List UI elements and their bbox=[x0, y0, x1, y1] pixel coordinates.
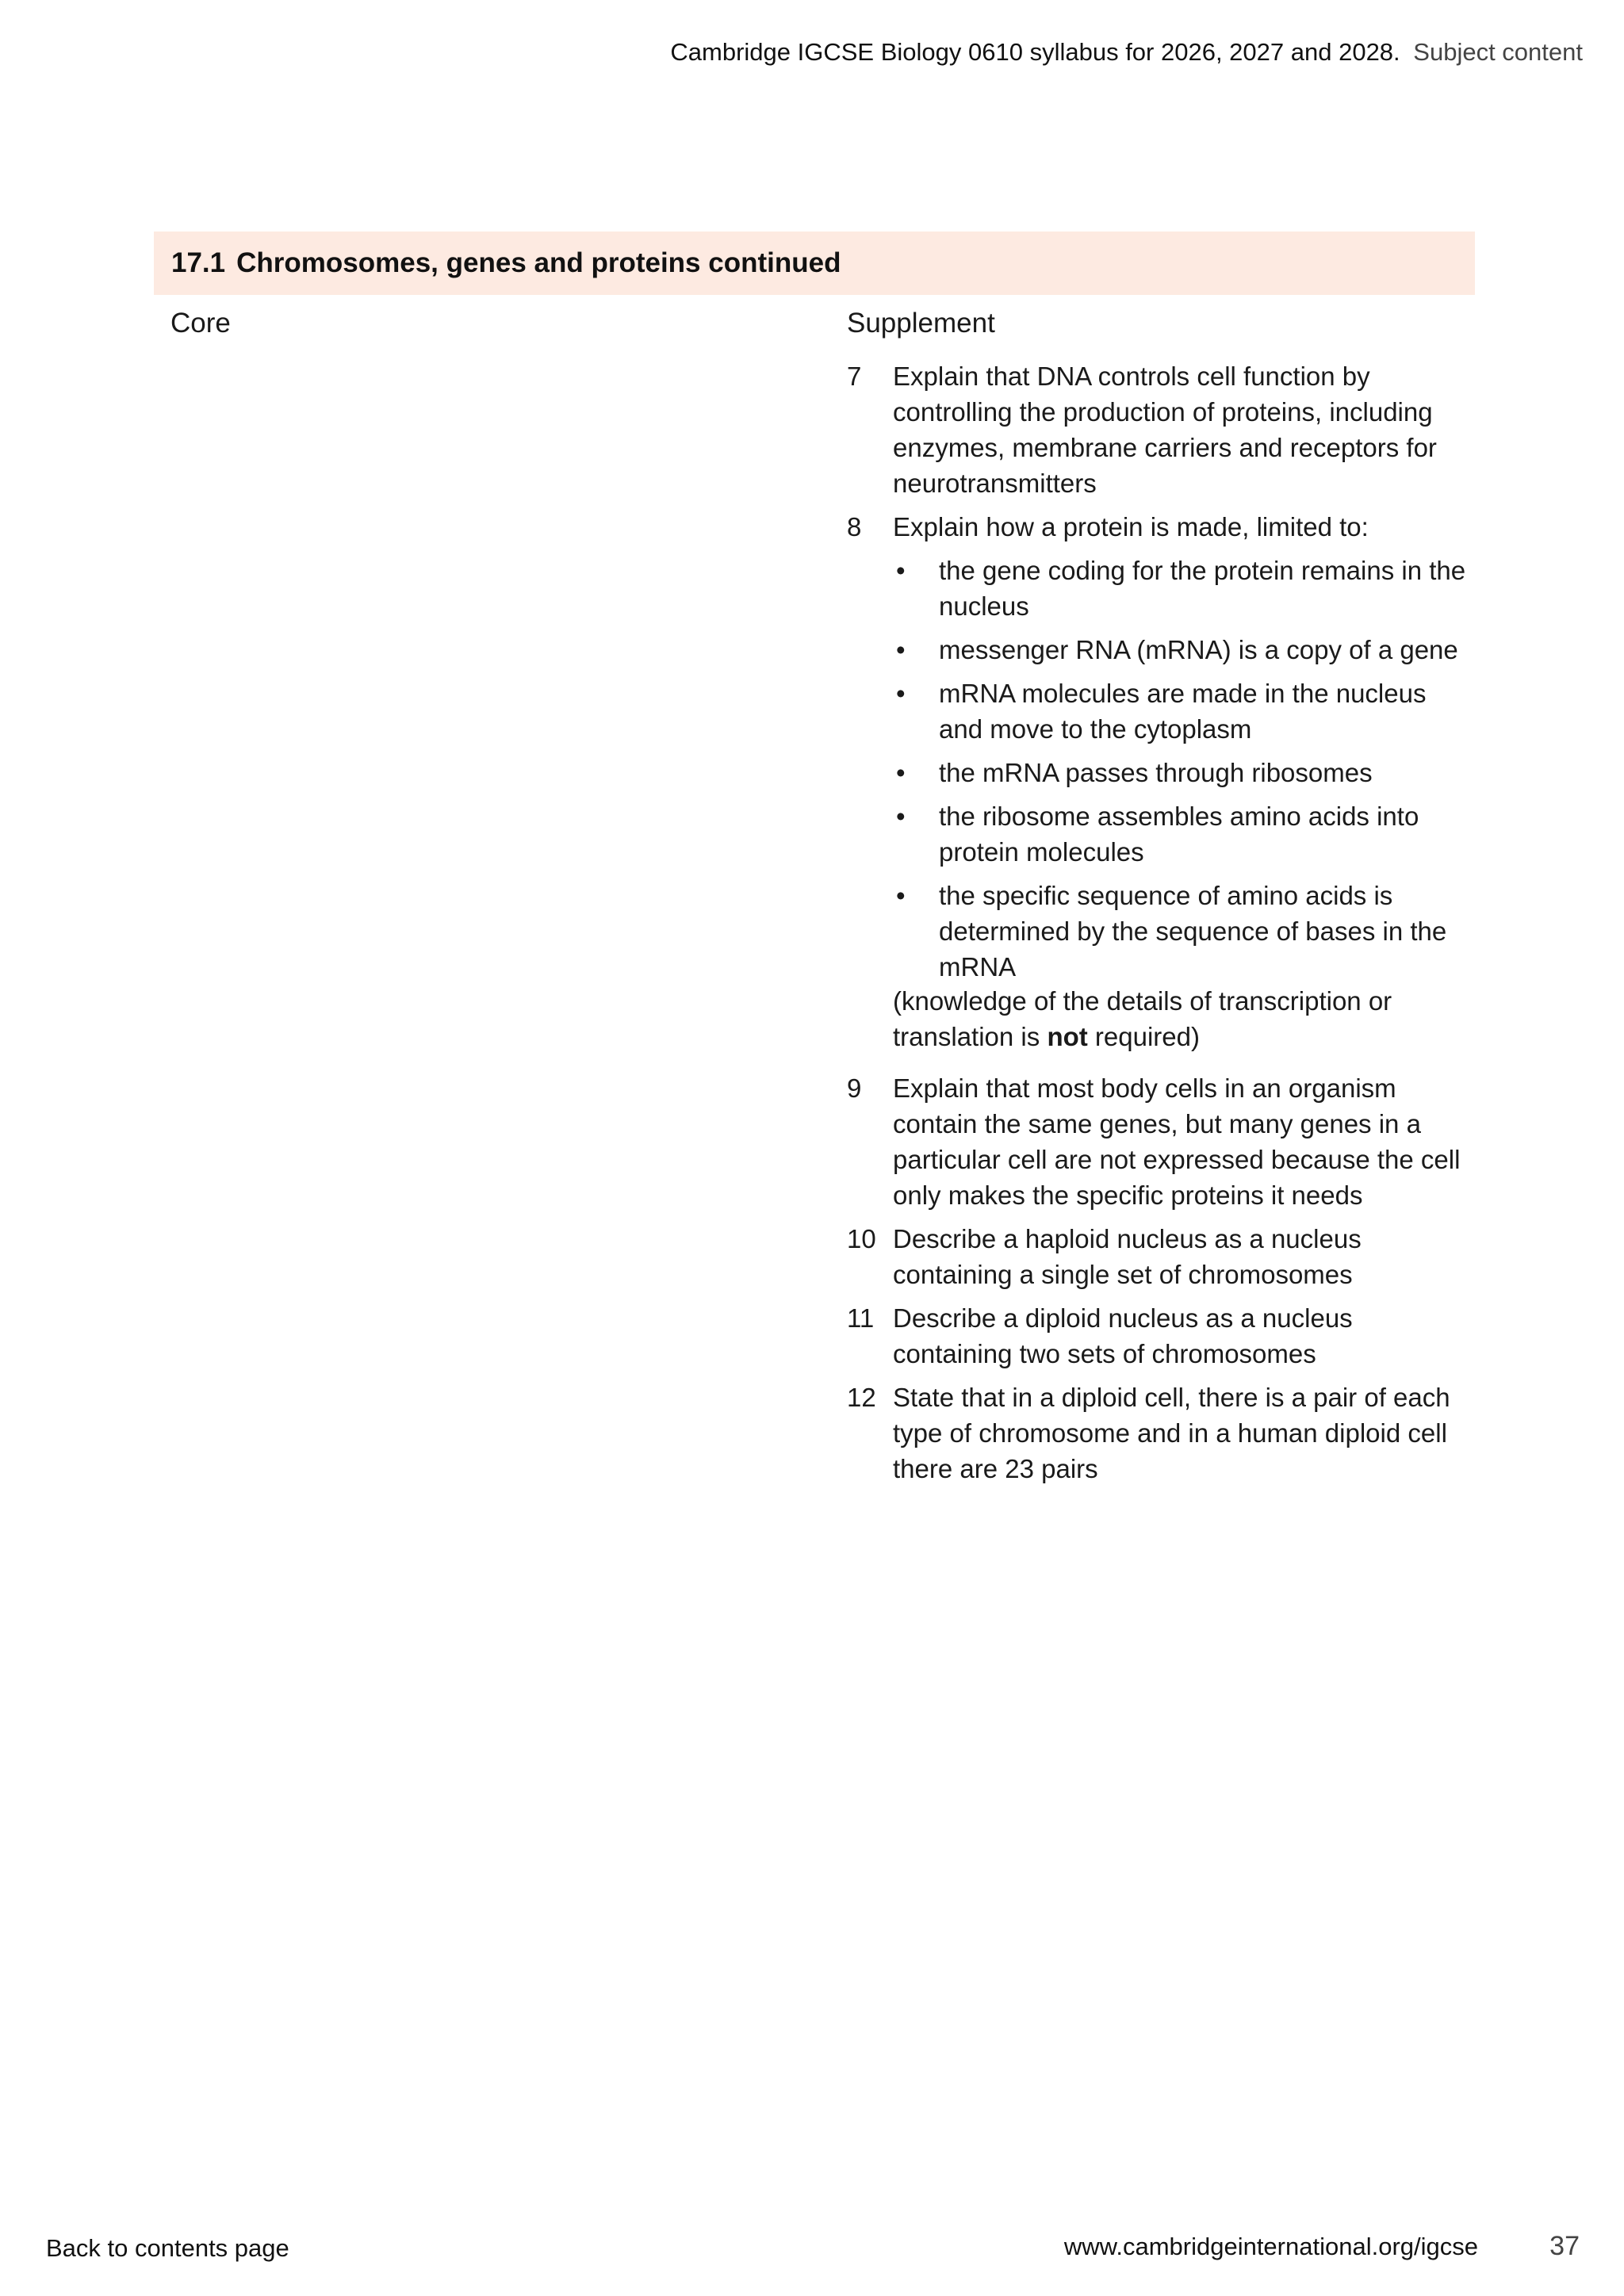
objective-item-8 bbox=[847, 509, 1473, 1054]
section-name: Subject content bbox=[1413, 38, 1583, 66]
bullet-icon: • bbox=[896, 802, 906, 831]
objective-number: 12 bbox=[847, 1383, 876, 1412]
bullet-item: • the ribosome assembles amino acids into protein molecules bbox=[893, 798, 1473, 870]
objective-number: 9 bbox=[847, 1073, 862, 1103]
protein-synthesis-bullet-list bbox=[893, 553, 1473, 985]
objective-item-12 bbox=[847, 1380, 1473, 1487]
bullet-item: • mRNA molecules are made in the nucleus and move to the cytoplasm bbox=[893, 675, 1473, 747]
objective-text: Explain how a protein is made, limited to: bbox=[893, 512, 1369, 541]
objective-number: 8 bbox=[847, 512, 862, 541]
objective-text: Explain that DNA controls cell function by controlling the production of proteins, including enzymes, membrane carriers and receptors for neurotransmitters bbox=[893, 362, 1437, 498]
objective-text: Describe a diploid nucleus as a nucleus containing two sets of chromosomes bbox=[893, 1303, 1353, 1368]
objective-number: 11 bbox=[847, 1303, 875, 1333]
bullet-icon: • bbox=[896, 635, 906, 664]
bullet-item: • the gene coding for the protein remains in the nucleus bbox=[893, 553, 1473, 624]
running-header bbox=[670, 38, 1583, 67]
topic-number: 17.1 bbox=[171, 247, 226, 278]
emphasis-not: not bbox=[1047, 1022, 1088, 1051]
core-column-heading: Core bbox=[170, 308, 231, 339]
bullet-icon: • bbox=[896, 679, 906, 708]
objective-item-7 bbox=[847, 358, 1473, 501]
bullet-item: • the specific sequence of amino acids is determined by the sequence of bases in the mRNA bbox=[893, 878, 1473, 985]
objective-text: Describe a haploid nucleus as a nucleus containing a single set of chromosomes bbox=[893, 1224, 1362, 1289]
supplement-objectives-list bbox=[847, 358, 1473, 1494]
bullet-icon: • bbox=[896, 556, 906, 585]
topic-heading-bar bbox=[154, 232, 1475, 295]
objective-item-9 bbox=[847, 1070, 1473, 1213]
objective-note: (knowledge of the details of transcription or translation is not required) bbox=[893, 986, 1392, 1051]
objective-text: State that in a diploid cell, there is a pair of each type of chromosome and in a human diploid cell there are 23 pairs bbox=[893, 1383, 1450, 1483]
bullet-icon: • bbox=[896, 758, 906, 787]
bullet-item: • the mRNA passes through ribosomes bbox=[893, 755, 1473, 790]
bullet-icon: • bbox=[896, 881, 906, 910]
topic-title: Chromosomes, genes and proteins continued bbox=[236, 247, 841, 278]
supplement-column-heading: Supplement bbox=[847, 308, 995, 339]
bullet-item: • messenger RNA (mRNA) is a copy of a gene bbox=[893, 632, 1473, 668]
objective-number: 10 bbox=[847, 1224, 876, 1253]
objective-text: Explain that most body cells in an organism contain the same genes, but many genes in a particular cell are not expressed because the cell only makes the specific proteins it needs bbox=[893, 1073, 1461, 1210]
objective-item-11 bbox=[847, 1300, 1473, 1372]
page-number: 37 bbox=[1549, 2231, 1580, 2261]
website-url: www.cambridgeinternational.org/igcse bbox=[1063, 2233, 1478, 2260]
document-title: Cambridge IGCSE Biology 0610 syllabus for 2026, 2027 and 2028. bbox=[670, 38, 1400, 66]
objective-number: 7 bbox=[847, 362, 862, 391]
objective-item-10 bbox=[847, 1221, 1473, 1292]
back-to-contents-link[interactable]: Back to contents page bbox=[46, 2234, 289, 2262]
